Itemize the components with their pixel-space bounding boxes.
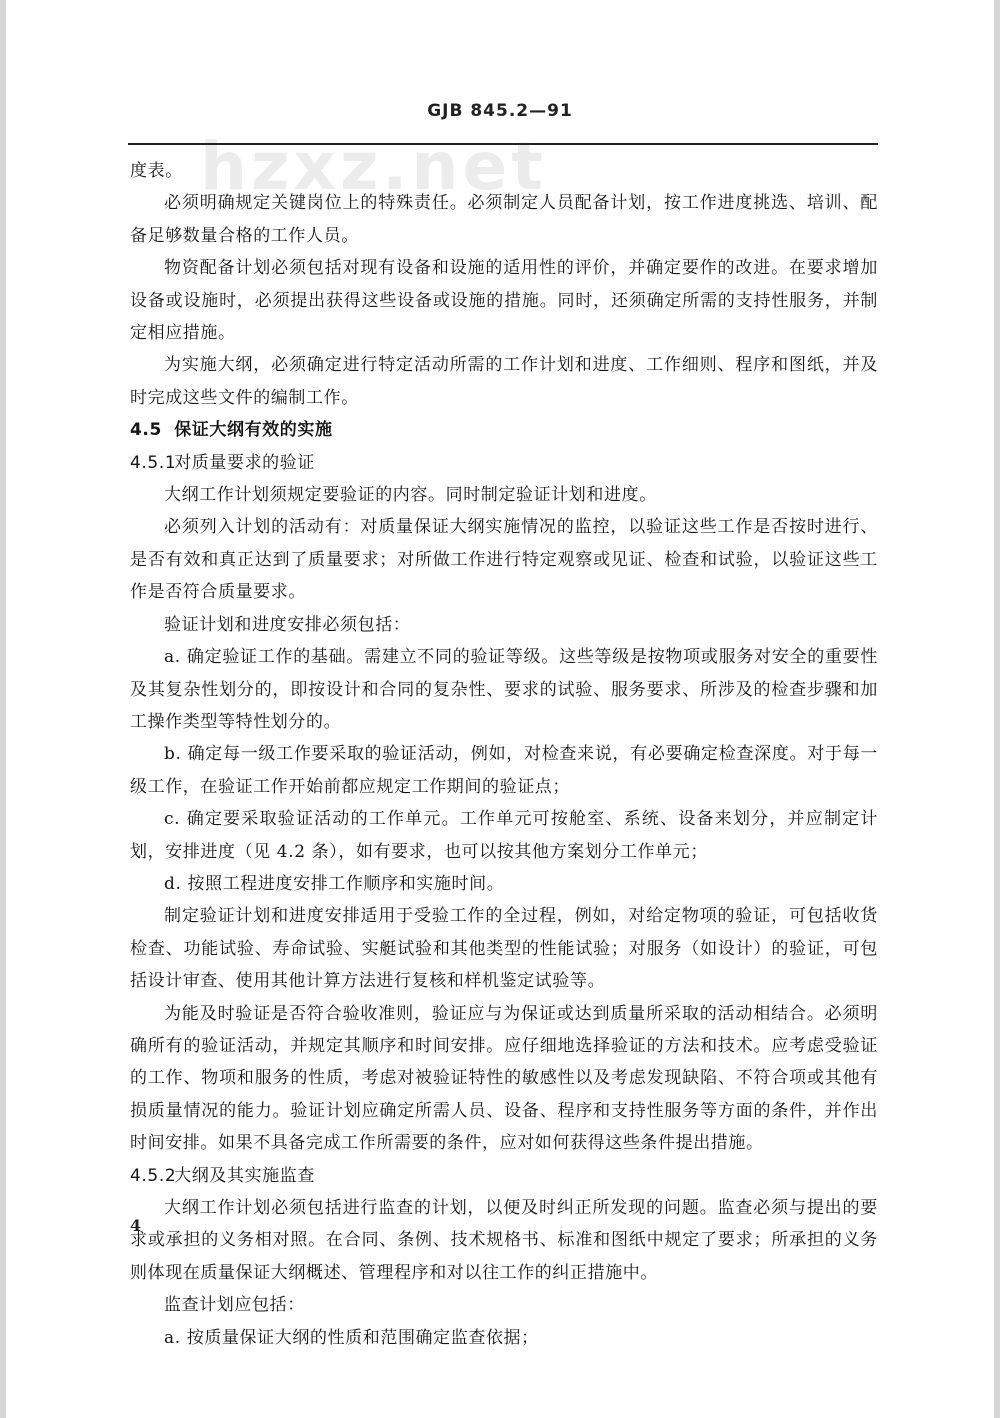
subsection-title: 大纲及其实施监查 (174, 1165, 315, 1186)
paragraph: 度表。 (130, 161, 183, 181)
paragraph: 验证计划和进度安排必须包括： (164, 614, 411, 635)
section-title: 保证大纲有效的实施 (174, 420, 333, 441)
header-rule (128, 143, 878, 145)
page-number: 4 (130, 1216, 142, 1235)
paragraph: 为实施大纲，必须确定进行特定活动所需的工作计划和进度、工作细则、程序和图纸，并及时完成这些文件的编制工作。 (130, 355, 878, 408)
page-body (130, 155, 878, 1354)
paragraph: 制定验证计划和进度安排适用于受验工作的全过程，例如，对给定物项的验证，可包括收货检查、功能试验、寿命试验、实艇试验和其他类型的性能试验；对服务（如设计）的验证，可包括设计审查、使用其他计算方法进行复核和样机鉴定试验等。 (130, 906, 878, 992)
paragraph: 大纲工作计划必须包括进行监查的计划，以便及时纠正所发现的问题。监查必须与提出的要求或承担的义务相对照。在合同、条例、技术规格书、标准和图纸中规定了要求；所承担的义务则体现在质量保证大纲概述、管理程序和对以往工作的纠正措施中。 (130, 1198, 878, 1283)
list-item: d. 按照工程进度安排工作顺序和实施时间。 (164, 873, 505, 894)
list-item: b. 确定每一级工作要采取的验证活动，例如，对检查来说，有必要确定检查深度。对于每一级工作，在验证工作开始前都应规定工作期间的验证点； (130, 744, 878, 797)
subsection-number: 4.5.1 (130, 452, 177, 473)
paragraph: 大纲工作计划须规定要验证的内容。同时制定验证计划和进度。 (164, 485, 657, 506)
paragraph: 监查计划应包括： (164, 1295, 305, 1316)
subsection-heading (130, 1160, 878, 1192)
list-item: a. 确定验证工作的基础。需建立不同的验证等级。这些等级是按物项或服务对安全的重要性及其复杂性划分的，即按设计和合同的复杂性、要求的试验、服务要求、所涉及的检查步骤和加工操作类型等特性划分的。 (130, 647, 878, 732)
list-item: a. 按质量保证大纲的性质和范围确定监查依据； (164, 1327, 539, 1348)
subsection-title: 对质量要求的验证 (174, 452, 315, 473)
section-number: 4.5 (130, 420, 162, 441)
subsection-number: 4.5.2 (130, 1165, 177, 1186)
paragraph: 物资配备计划必须包括对现有设备和设施的适用性的评价，并确定要作的改进。在要求增加设备或设施时，必须提出获得这些设备或设施的措施。同时，还须确定所需的支持性服务，并制定相应措施。 (130, 258, 878, 344)
subsection-heading (130, 447, 878, 479)
document-id-header: GJB 845.2—91 (427, 101, 573, 121)
list-item: c. 确定要采取验证活动的工作单元。工作单元可按舱室、系统、设备来划分，并应制定计划，安排进度（见 4.2 条），如有要求，也可以按其他方案划分工作单元； (130, 809, 878, 862)
paragraph: 为能及时验证是否符合验收准则，验证应与为保证或达到质量所采取的活动相结合。必须明确所有的验证活动，并规定其顺序和时间安排。应仔细地选择验证的方法和技术。应考虑受验证的工作、物项和服务的性质，考虑对被验证特性的敏感性以及考虑发现缺陷、不符合项或其他有损质量情况的能力。验证计划应确定所需人员、设备、程序和支持性服务等方面的条件，并作出时间安排。如果不具备完成工作所需要的条件，应对如何获得这些条件提出措施。 (130, 1003, 878, 1154)
section-heading (130, 414, 878, 446)
paragraph: 必须明确规定关键岗位上的特殊责任。必须制定人员配备计划，按工作进度挑选、培训、配备足够数量合格的工作人员。 (130, 193, 878, 246)
watermark: hzxz.net (200, 128, 547, 205)
paragraph: 必须列入计划的活动有：对质量保证大纲实施情况的监控，以验证这些工作是否按时进行、是否有效和真正达到了质量要求；对所做工作进行特定观察或见证、检查和试验，以验证这些工作是否符合质量要求。 (130, 517, 878, 603)
